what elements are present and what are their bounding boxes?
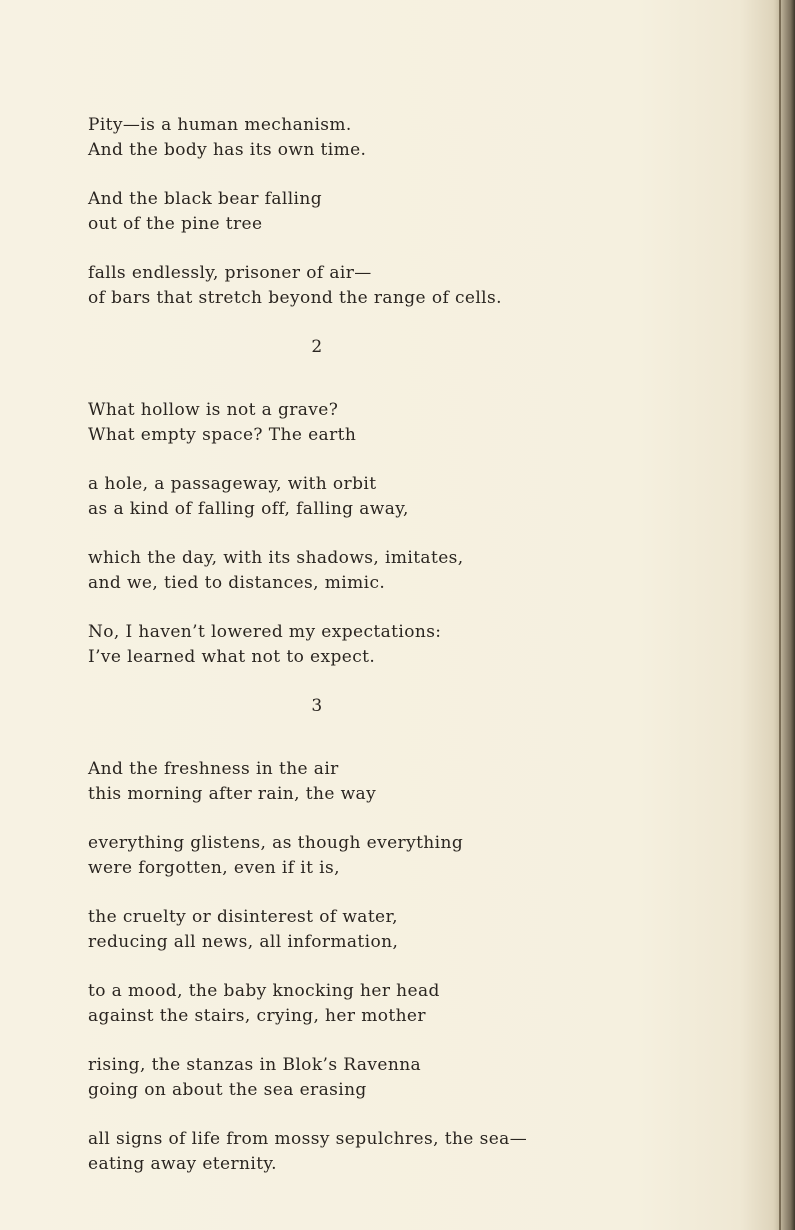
stanza (88, 1053, 568, 1103)
poem-line: reducing all news, all information, (88, 932, 399, 952)
poem-line: out of the pine tree (88, 214, 263, 234)
poem-line: the cruelty or disinterest of water, (88, 907, 398, 927)
stanza (88, 187, 568, 237)
poem-line: What empty space? The earth (88, 425, 357, 445)
poem-line: to a mood, the baby knocking her head (88, 981, 440, 1001)
section-number: 3 (311, 696, 323, 716)
poem-line: and we, tied to distances, mimic. (88, 573, 386, 593)
poem-line: against the stairs, crying, her mother (88, 1006, 426, 1026)
stanza (88, 546, 568, 596)
poem-line: as a kind of falling off, falling away, (88, 499, 409, 519)
poem-line: No, I haven’t lowered my expectations: (88, 622, 442, 642)
poem-line: And the freshness in the air (88, 759, 339, 779)
section-number: 2 (311, 337, 323, 357)
stanza (88, 1127, 568, 1177)
poem-line: a hole, a passageway, with orbit (88, 474, 377, 494)
poem-line: of bars that stretch beyond the range of cells. (88, 288, 502, 308)
page-edge (779, 0, 781, 1230)
poem-line: What hollow is not a grave? (88, 400, 339, 420)
poem-line: Pity—is a human mechanism. (88, 115, 352, 135)
poem-line: falls endlessly, prisoner of air— (88, 263, 372, 283)
poem-line: which the day, with its shadows, imitates, (88, 548, 464, 568)
stanza (88, 831, 568, 881)
poem-line: going on about the sea erasing (88, 1080, 367, 1100)
poem-line: And the body has its own time. (88, 140, 367, 160)
page-gutter-shadow (773, 0, 795, 1230)
stanza (88, 905, 568, 955)
poem-line: all signs of life from mossy sepulchres, the sea— (88, 1129, 528, 1149)
poem-line: this morning after rain, the way (88, 784, 377, 804)
poem-line: everything glistens, as though everything (88, 833, 464, 853)
poem-body (88, 113, 568, 1201)
poem-line: And the black bear falling (88, 189, 323, 209)
stanza (88, 620, 568, 670)
poem-line: eating away eternity. (88, 1154, 277, 1174)
poem-line: I’ve learned what not to expect. (88, 647, 376, 667)
stanza (88, 757, 568, 807)
poem-line: were forgotten, even if it is, (88, 858, 340, 878)
stanza (88, 472, 568, 522)
stanza (88, 113, 568, 163)
stanza (88, 261, 568, 311)
stanza (88, 979, 568, 1029)
poem-line: rising, the stanzas in Blok’s Ravenna (88, 1055, 422, 1075)
stanza (88, 398, 568, 448)
